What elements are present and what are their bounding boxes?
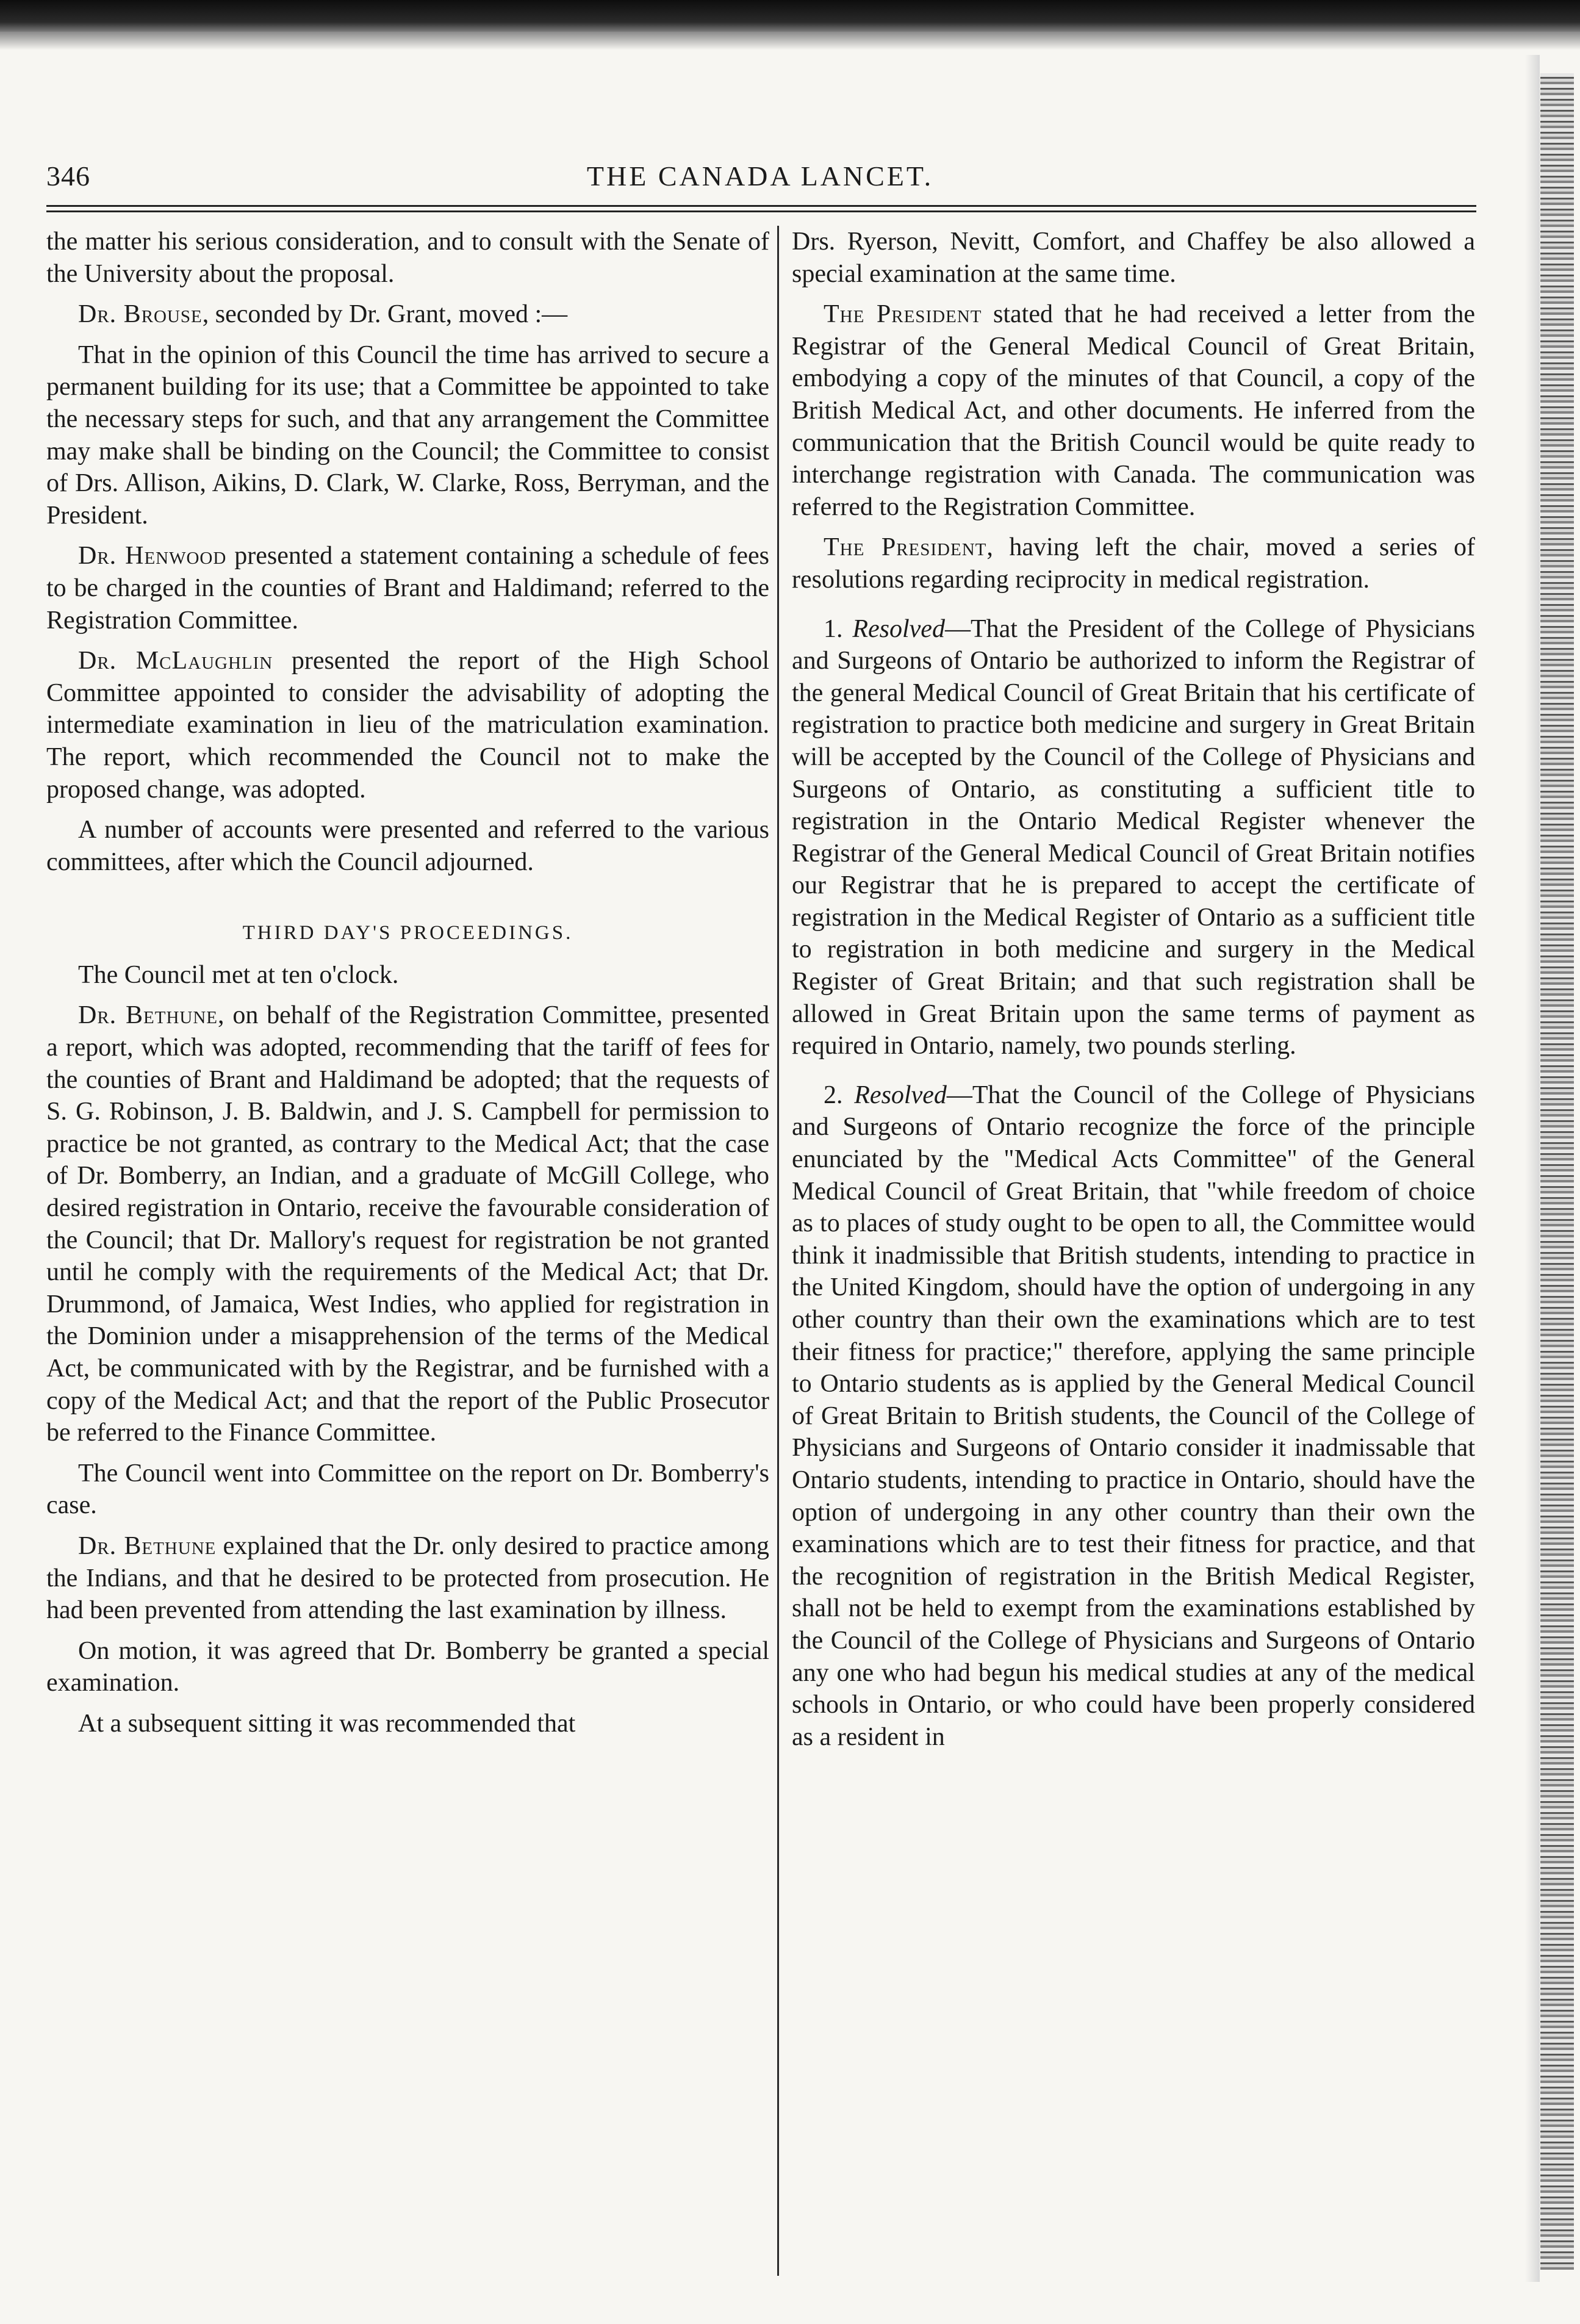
paragraph-lead: The President [824,533,987,562]
paragraph [46,645,769,805]
paragraph-lead: Dr. Bethune [78,1531,217,1560]
paragraph-lead: Dr. Brouse [78,300,203,329]
paragraph-text: , seconded by Dr. Grant, moved :— [202,300,568,329]
resolved-word: Resolved [852,614,945,643]
paragraph [792,531,1475,595]
paragraph-lead: The President [824,300,982,329]
paragraph [46,1708,769,1740]
resolution [792,613,1475,1062]
column-divider [777,226,779,2276]
scan-top-shadow [0,32,1580,50]
paragraph-text: That in the opinion of this Council the time has arrived to secure a permanent building for its use; that a Committee be appointed to take the necessary steps for such, and that any arrangement the Committee may make shall be binding on the Council; the Committee to consist of Drs. Allison, Aikins, D. Clark, W. Clarke, Ross, Berryman, and the President. [46,340,769,530]
left-paragraphs-after-heading [46,959,769,1740]
paragraph-text: explained that the Dr. only desired to practice among the Indians, and that he desired to be protected from prosecution. He had been prevented from attending the last examination by illness. [46,1531,769,1625]
left-paragraphs [46,226,769,878]
paragraph-text: presented a statement containing a schedule of fees to be charged in the counties of Brant and Haldimand; referred to the Registration Committee. [46,542,769,635]
paragraph-text: At a subsequent sitting it was recommended that [78,1709,576,1738]
paragraph [46,540,769,636]
resolved-word: Resolved [854,1081,947,1109]
right-column [792,226,1475,2312]
paragraph [792,226,1475,290]
paragraph [46,226,769,290]
paragraph [46,1530,769,1627]
paragraph-text: The Council went into Committee on the report on Dr. Bomberry's case. [46,1459,769,1520]
paragraph-text: , having left the chair, moved a series of resolutions regarding reciprocity in medical registration. [792,533,1475,594]
paragraph-lead: Dr. Henwood [78,542,227,570]
paragraph-text: A number of accounts were presented and referred to the various committees, after which the Council adjourned. [46,816,769,876]
paragraph-text: presented the report of the High School Committee appointed to consider the advisability of adopting the intermediate examination in lieu of the matriculation examination. The report, which recommended the Council not to make the proposed change, was adopted. [46,647,769,804]
resolution-number: 1. [824,614,843,643]
paragraph-text: On motion, it was agreed that Dr. Bomberry be granted a special examination. [46,1636,769,1697]
paragraph-text: the matter his serious consideration, and to consult with the Senate of the University about the proposal. [46,228,769,288]
paragraph [792,298,1475,523]
paragraph-lead: Dr. McLaughlin [78,647,273,675]
scan-top-border [0,0,1580,32]
journal-title: THE CANADA LANCET. [586,160,934,192]
page-number: 346 [46,160,90,192]
paragraph-text: stated that he had received a letter from the Registrar of the General Medical Council of Great Britain, embodying a copy of the minutes of that Council, a copy of the British Medical Act, and other documents. He inferred from the communication that the British Council would be quite ready to interchange registration with Canada. The communication was referred to the Registration Committee. [792,300,1475,521]
paragraph [46,298,769,331]
paragraph [46,339,769,532]
section-heading: THIRD DAY'S PROCEEDINGS. [242,922,573,944]
resolution-text: —That the Council of the College of Physicians and Surgeons of Ontario recognize the force of the principle enunciated by the "Medical Acts Committee" of the General Medical Council of Great Britain, that "while freedom of choice as to places of study ought to be open to all, the Committee would think it inadmissible that British students, intending to practice in the United Kingdom, should have the option of undergoing in any other country than their own the examinations which are to test their fitness for practice;" therefore, applying the same principle to Ontario students as is applied by the General Medical Council of Great Britain to British students, the Council of the College of Physicians and Surgeons of Ontario consider it inadmissable that Ontario students, intending to practice in Ontario, should have the option of undergoing in any other country than their own the examinations which are to test their fitness for practice, and that the recognition of registration in the British Medical Register, shall not be held to exempt from the examinations established by the Council of the College of Physicians and Surgeons of Ontario any one who had begun his medical studies at any of the medical schools in Ontario, or who could have been properly considered as a resident in [792,1081,1475,1751]
paragraph [46,1458,769,1522]
resolution-number: 2. [824,1081,843,1109]
paragraph [46,814,769,878]
scan-binding-edge [1540,73,1574,2270]
paragraph [46,999,769,1448]
resolution-text: —That the President of the College of Physicians and Surgeons of Ontario be authorized to inform the Registrar of the general Medical Council of Great Britain that his certificate of registration to practice both medicine and surgery in Great Britain will be accepted by the Council of the College of Physicians and Surgeons of Ontario, as constituting a sufficient title to registration in the Ontario Medical Register whenever the Registrar of the General Medical Council of Great Britain notifies our Registrar that he is prepared to accept the certificate of registration in the Medical Register of Ontario as a sufficient title to registration in both medicine and surgery in the Medical Register of Great Britain; and that such registration shall be allowed in Great Britain upon the same terms of payment as required in Ontario, namely, two pounds sterling. [792,614,1475,1060]
resolutions [792,613,1475,1754]
paragraph-lead: Dr. Bethune [78,1001,218,1030]
left-column [46,226,769,2312]
right-paragraphs [792,226,1475,596]
scan-right-shadow [1525,55,1540,2282]
paragraph [46,959,769,991]
paragraph-text: Drs. Ryerson, Nevitt, Comfort, and Chaffey be also allowed a special examination at the same time. [792,228,1475,288]
resolution [792,1079,1475,1753]
paragraph [46,1635,769,1699]
paragraph-text: , on behalf of the Registration Committee, presented a report, which was adopted, recommending that the tariff of fees for the counties of Brant and Haldimand be adopted; that the requests of S. G. Robinson, J. B. Baldwin, and J. S. Campbell for permission to practice be not granted, as contrary to the Medical Act; that the case of Dr. Bomberry, an Indian, and a graduate of McGill College, who desired registration in Ontario, receive the favourable consideration of the Council; that Dr. Mallory's request for registration be not granted until he comply with the requirements of the Medical Act; that Dr. Drummond, of Jamaica, West Indies, who applied for registration in the Dominion under a misapprehension of the terms of the Medical Act, be communicated with by the Registrar, and be furnished with a copy of the Medical Act; and that the report of the Public Prosecutor be referred to the Finance Committee. [46,1001,769,1447]
paragraph-text: The Council met at ten o'clock. [78,960,399,989]
running-head [46,160,1474,199]
header-double-rule [46,205,1476,212]
